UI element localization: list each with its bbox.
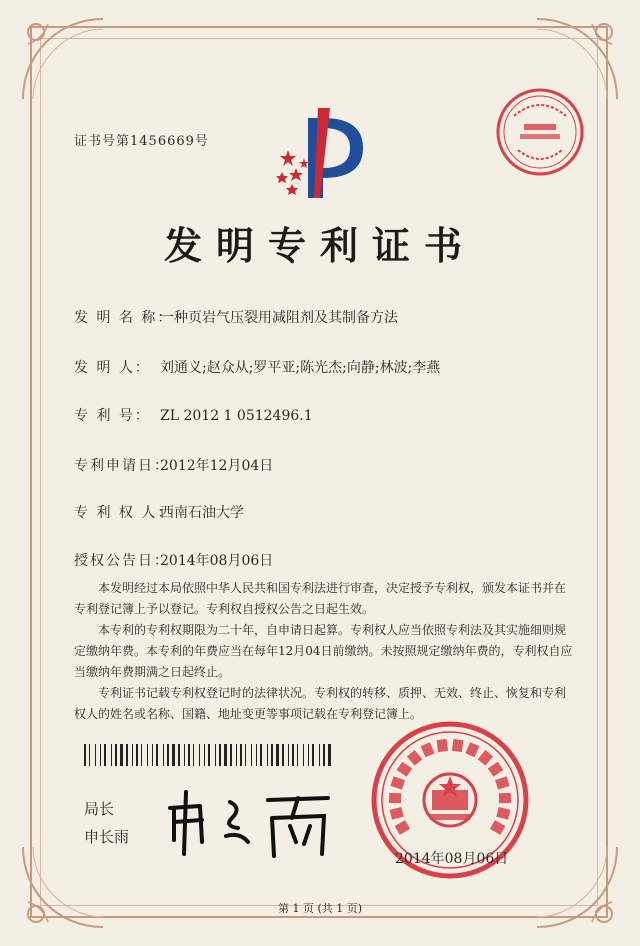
patent-office-logo: [268, 98, 388, 208]
certificate-title: 发明专利证书: [163, 223, 476, 268]
signatory-role: 局长: [84, 800, 115, 818]
field-value: 西南石油大学: [160, 505, 244, 521]
seal-date: 2014年08月06日: [395, 851, 509, 867]
field-label: 专 利 号：: [74, 408, 151, 424]
field-label: 发 明 人：: [74, 360, 151, 376]
page-footer: 第 1 页 (共 1 页): [277, 902, 363, 915]
field-grant-date: [74, 550, 273, 570]
field-label: 授权公告日：: [74, 553, 170, 569]
corner-ornament-bottom-left: [18, 842, 108, 932]
body-paragraph: 本发明经过本局依照中华人民共和国专利法进行审查，决定授予专利权，颁发本证书并在专利登记簿上予以登记。专利权自授权公告之日起生效。: [74, 581, 567, 616]
barcode: [84, 744, 334, 766]
field-value: 2012年12月04日: [160, 458, 274, 474]
certificate-body: [74, 578, 574, 725]
field-value: 刘通义;赵众从;罗平亚;陈光杰;向静;林波;李燕: [160, 360, 441, 376]
field-label: 专 利 权 人：: [74, 505, 174, 521]
field-label: 专利申请日：: [74, 458, 170, 474]
field-value: 2014年08月06日: [160, 553, 274, 569]
body-paragraph: 本专利的专利权期限为二十年，自申请日起算。专利权人应当依照专利法及其实施细则规定缴纳年费。本专利的年费应当在每年12月04日前缴纳。未按照规定缴纳年费的，专利权自应当缴纳年费期满之日起终止。: [74, 623, 573, 679]
body-paragraph: 专利证书记载专利权登记时的法律状况。专利权的转移、质押、无效、终止、恢复和专利权人的姓名或名称、国籍、地址变更等事项记载在专利登记簿上。: [74, 686, 567, 721]
field-label: 发 明 名 称：: [74, 310, 174, 326]
field-value: ZL 2012 1 0512496.1: [160, 408, 313, 424]
field-value: 一种页岩气压裂用减阻剂及其制备方法: [160, 310, 398, 326]
handwritten-signature: [160, 778, 340, 860]
tax-stamp-seal: [494, 86, 586, 178]
field-invention-name: [74, 307, 398, 327]
field-patent-number: [74, 405, 313, 425]
corner-ornament-bottom-right: [532, 842, 622, 932]
signatory-name: 申长雨: [84, 828, 130, 846]
field-inventors: [74, 357, 440, 377]
corner-ornament-top-left: [18, 14, 108, 104]
field-application-date: [74, 455, 273, 475]
certificate-number: 证书号第1456669号: [74, 134, 209, 149]
field-patentee: [74, 502, 244, 522]
